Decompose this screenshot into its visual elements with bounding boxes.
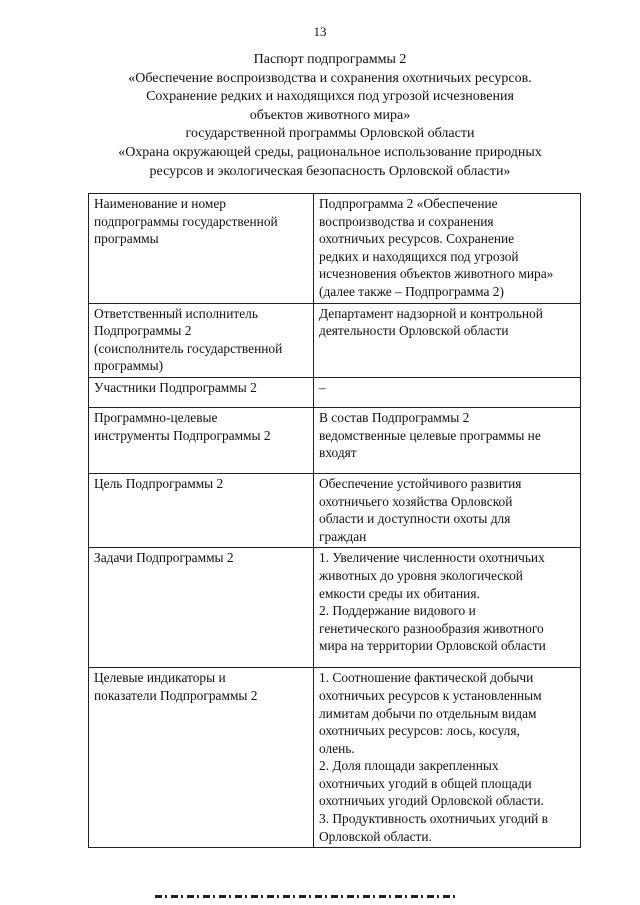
row-label-cell <box>89 548 314 668</box>
value-line: области и доступности охоты для <box>319 511 511 527</box>
value-line: охотничьих ресурсов к установленным <box>319 687 542 703</box>
value-line: мира на территории Орловской области <box>319 638 546 654</box>
value-line: ведомственные целевые программы не <box>319 427 541 443</box>
label-line: Ответственный исполнитель <box>94 305 258 321</box>
row-label-cell <box>89 473 314 547</box>
value-line: исчезновения объектов животного мира» <box>319 266 554 282</box>
value-line: входят <box>319 445 357 461</box>
value-line: В состав Подпрограммы 2 <box>319 409 470 425</box>
row-value-cell <box>314 407 581 473</box>
value-line: граждан <box>319 528 367 544</box>
label-line: Целевые индикаторы и <box>94 670 226 686</box>
value-line: Орловской области. <box>319 828 432 844</box>
heading-line: «Обеспечение воспроизводства и сохранения охотничьих ресурсов. <box>128 70 532 86</box>
value-line: охотничьих ресурсов. Сохранение <box>319 231 515 247</box>
value-line: (далее также – Подпрограмма 2) <box>319 283 504 299</box>
heading-line: «Охрана окружающей среды, рациональное использование природных <box>118 144 542 160</box>
label-line: Наименование и номер <box>94 196 227 211</box>
heading-line: ресурсов и экологическая безопасность Орловской области» <box>149 163 511 179</box>
label-line: Программно-целевые <box>94 409 218 425</box>
row-label-cell <box>89 194 314 304</box>
heading-line: государственной программы Орловской области <box>185 126 475 142</box>
table-row <box>89 407 581 473</box>
row-value-cell <box>314 548 581 668</box>
value-line: Обеспечение устойчивого развития <box>319 475 522 491</box>
table-row <box>89 668 581 848</box>
label-line: Участники Подпрограммы 2 <box>94 379 257 395</box>
row-value-cell <box>314 377 581 407</box>
label-line: (соисполнитель государственной <box>94 340 283 356</box>
scan-edge-mark <box>155 895 455 898</box>
value-line: 1. Соотношение фактической добычи <box>319 670 534 686</box>
row-value-cell <box>314 303 581 377</box>
label-line: Цель Подпрограммы 2 <box>94 475 224 491</box>
heading-line: Паспорт подпрограммы 2 <box>253 52 407 67</box>
value-line: 1. Увеличение численности охотничьих <box>319 550 545 566</box>
value-line: охотничьих угодий Орловской области. <box>319 793 544 809</box>
value-line: охотничьих угодий в общей площади <box>319 775 532 791</box>
value-line: Подпрограмма 2 «Обеспечение <box>319 196 498 211</box>
label-line: программы) <box>94 358 164 374</box>
row-label-cell <box>89 377 314 407</box>
table-row <box>89 548 581 668</box>
table-row <box>89 377 581 407</box>
label-line: Подпрограммы 2 <box>94 323 192 339</box>
value-line: генетического разнообразия животного <box>319 620 544 636</box>
table-row <box>89 303 581 377</box>
row-label-cell <box>89 668 314 848</box>
passport-table <box>88 193 581 848</box>
value-line: 2. Поддержание видового и <box>319 603 476 619</box>
label-line: подпрограммы государственной <box>94 213 278 229</box>
value-line: охотничьих ресурсов: лось, косуля, <box>319 723 520 739</box>
value-line: животных до уровня экологической <box>319 567 523 583</box>
value-line: – <box>319 379 326 395</box>
value-line: 3. Продуктивность охотничьих угодий в <box>319 811 548 827</box>
label-line: показатели Подпрограммы 2 <box>94 687 258 703</box>
heading-line: Сохранение редких и находящихся под угрозой исчезновения <box>146 89 514 105</box>
value-line: деятельности Орловской области <box>319 323 509 339</box>
value-line: лимитам добычи по отдельным видам <box>319 705 537 721</box>
value-line: охотничьего хозяйства Орловской <box>319 493 513 509</box>
value-line: олень. <box>319 740 355 756</box>
label-line: Задачи Подпрограммы 2 <box>94 550 234 566</box>
row-value-cell <box>314 194 581 304</box>
table-row <box>89 473 581 547</box>
value-line: Департамент надзорной и контрольной <box>319 305 543 321</box>
row-value-cell <box>314 473 581 547</box>
label-line: инструменты Подпрограммы 2 <box>94 427 271 443</box>
value-line: воспроизводства и сохранения <box>319 213 494 229</box>
heading-line: объектов животного мира» <box>249 107 411 123</box>
row-label-cell <box>89 407 314 473</box>
label-line: программы <box>94 231 159 247</box>
value-line: 2. Доля площади закрепленных <box>319 758 499 774</box>
document-heading <box>60 51 600 181</box>
value-line: редких и находящихся под угрозой <box>319 248 519 264</box>
value-line: емкости среды их обитания. <box>319 585 480 601</box>
page-number: 13 <box>313 24 327 39</box>
row-label-cell <box>89 303 314 377</box>
row-value-cell <box>314 668 581 848</box>
table-row <box>89 194 581 304</box>
